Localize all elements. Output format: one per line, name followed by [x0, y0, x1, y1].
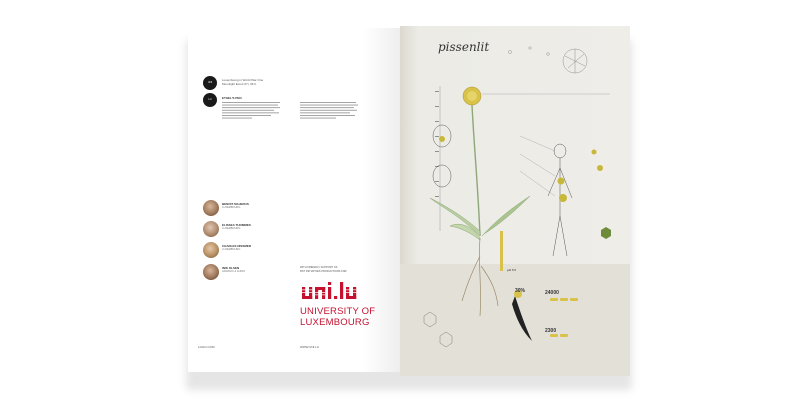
- stat-value-1: 24000: [545, 290, 559, 296]
- dandelion-illustration: [400, 26, 630, 376]
- left-body-text: [222, 102, 282, 122]
- person-role: LUXEMBOURG: [222, 248, 241, 251]
- avatar: [203, 221, 219, 237]
- intro-line-2: Moonlight Event 07 | 06 ft: [222, 82, 256, 86]
- footer-left: LOGO.COM: [198, 345, 215, 349]
- section-heading: ETHEL'S PEN: [222, 96, 242, 100]
- person-role: GRAPHIC & AUDIO: [222, 270, 246, 273]
- logo-text-line-1: UNIVERSITY OF: [300, 306, 376, 317]
- avatar: [203, 200, 219, 216]
- person-name: ELISSEA THOMMES: [222, 223, 251, 227]
- person-role: LUXEMBOURG: [222, 206, 241, 209]
- logo-caption-1: WITH FRIENDLY SUPPORT OF: [300, 266, 338, 269]
- stat-value-3: 30%: [515, 288, 526, 294]
- uni-lu-logo-mark: [300, 281, 374, 303]
- logo-caption-2: RST INITIATIVES PRODUCTIONS FNR: [300, 270, 347, 273]
- logo-text-line-2: LUXEMBOURG: [300, 317, 370, 328]
- footer-right: WWW.UNI.LU: [300, 345, 319, 349]
- avatar: [203, 264, 219, 280]
- person-name: BENOIT MAJERUS: [222, 202, 249, 206]
- avatar: [203, 242, 219, 258]
- person-name: INIK OLSEN: [222, 266, 240, 270]
- person-role: LUXEMBOURG: [222, 227, 241, 230]
- person-name: CHARLES NISSMER: [222, 244, 252, 248]
- stat-value-2: 2300: [545, 328, 557, 334]
- ph-label: pH 5.5: [507, 268, 517, 272]
- intro-line-1: Luxembourg in World War One: [222, 78, 264, 82]
- tag-circle-2: LU: [203, 93, 217, 107]
- infographic-title: pissenlit: [438, 40, 490, 54]
- tag-circle-1: UNI: [203, 76, 217, 90]
- left-body-text-2: [300, 102, 360, 122]
- left-page: [188, 28, 402, 372]
